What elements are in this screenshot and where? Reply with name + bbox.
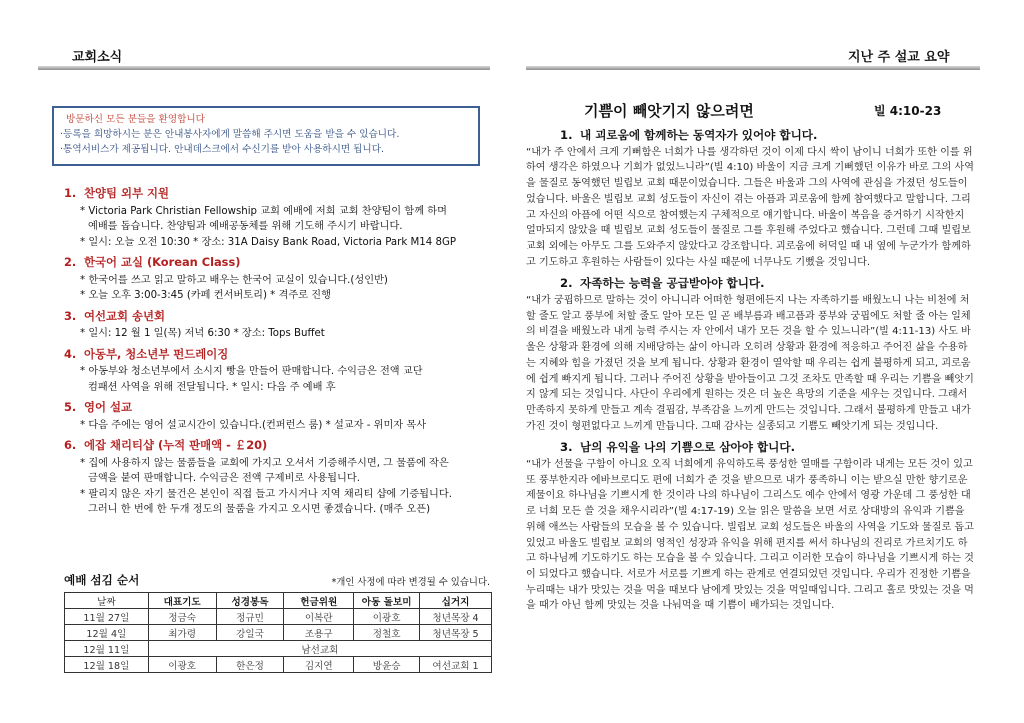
roster-header-cell: 성경봉독 — [216, 593, 284, 609]
roster-note: *개인 사정에 따라 변경될 수 있습니다. — [331, 577, 490, 588]
roster-cell: 이광호 — [148, 657, 216, 673]
news-item — [64, 309, 494, 342]
roster-cell: 12월 4일 — [65, 625, 149, 641]
roster-header-cell: 헌금위원 — [284, 593, 354, 609]
news-item-number: 6. — [64, 438, 77, 452]
roster-cell: 이복란 — [284, 609, 354, 625]
news-item-number: 3. — [64, 308, 77, 323]
sermon-point-title — [560, 128, 976, 144]
news-item-line: * 한국어를 쓰고 읽고 말하고 배우는 한국어 교실이 있습니다.(성인반) — [80, 274, 388, 286]
table-row — [65, 641, 492, 657]
sermon-body — [526, 128, 976, 620]
sermon-point-heading: 내 괴로움에 함께하는 동역자가 있어야 합니다. — [580, 128, 818, 142]
welcome-line: ·등록을 희망하시는 분은 안내봉사자에게 말씀해 주시면 도움을 받을 수 있습니다. — [60, 129, 400, 140]
welcome-line: ·통역서비스가 제공됩니다. 안내데스크에서 수신기를 받아 사용하시면 됩니다. — [60, 144, 385, 155]
sermon-point-heading: 남의 유익을 나의 기쁨으로 삼아야 합니다. — [580, 440, 795, 455]
sermon-point-number: 2. — [560, 276, 573, 291]
roster-cell: 조용구 — [284, 625, 354, 641]
news-item-line-cont: 예배를 돕습니다. 찬양팀과 예배공동체를 위해 기도해 주시기 바랍니다. — [88, 221, 403, 232]
news-item-line-cont: 컴패션 사역을 위해 전달됩니다. * 일시: 다음 주 예배 후 — [88, 381, 336, 393]
roster-header-cell: 대표기도 — [148, 593, 216, 609]
news-item-title — [64, 347, 494, 363]
news-item-number: 2. — [64, 255, 77, 269]
sermon-point-heading: 자족하는 능력을 공급받아야 합니다. — [580, 276, 765, 291]
news-item-text — [64, 456, 494, 487]
header-divider — [526, 66, 980, 70]
roster-cell: 정금숙 — [148, 609, 216, 625]
sermon-point-title — [560, 440, 976, 456]
table-row — [65, 657, 492, 673]
sermon-point-number: 3. — [560, 440, 573, 455]
news-item-heading: 영어 설교 — [84, 400, 132, 414]
roster-header-cell: 아동 돌보미 — [354, 593, 420, 609]
news-item — [64, 255, 494, 304]
sermon-point-body: “내가 선물을 구함이 아니요 오직 너희에게 유익하도록 풍성한 열매를 구함이라 내게는 모든 것이 있고 또 풍부한지라 에바브로디도 편에 너희가 준 것을 받으므로 내가 풍족하니 이는 받으실 만한 향기로운 제물이요 하나님을 기쁘시게 한 것이라 나의 하나님이 그리스도 예수 안에서 영광 가운데 그 풍성한 대로 너희 모든 쓸 것을 채우시리라”(빌 4:17-19) 오늘 읽은 말씀을 보면 서로 상대방의 유익과 기쁨을 위해 애쓰는 사람들의 모습을 볼 수 있습니다. 빌립보 교회 성도들은 바울의 사역을 기도와 물질로 돕고 있었고 바울도 빌립보 교회의 영적인 성장과 유익을 위해 편지를 써서 하나님의 진리로 가르치기도 하고 하나님께 기도하기도 하는 모습을 볼 수 있습니다. 그리고 이러한 모습이 하나님을 기쁘시게 하는 것이 되었다고 했습니다. 서로가 서로를 기쁘게 하는 관계로 연결되었던 것입니다. 우리가 진정한 기쁨을 누리때는 내가 맛있는 것을 먹을 때보다 남에게 맛있는 것을 먹일때입니다. 그리고 홀로 맛있는 것을 먹을 때가 아닌 함께 맛있는 것을 나눠먹을 때 기쁨이 배가되는 것입니다. — [526, 459, 974, 612]
news-item-text — [64, 418, 494, 434]
news-item-line-cont: 금액을 붙여 판매합니다. 수익금은 전액 구제비로 사용됩니다. — [88, 473, 360, 484]
roster-cell: 방윤승 — [354, 657, 420, 673]
roster-cell: 청년목장 5 — [420, 625, 492, 641]
news-item-title — [64, 309, 494, 325]
roster-title: 예배 섬김 순서 — [64, 573, 140, 587]
news-item-text — [64, 235, 494, 251]
sermon-title: 기쁨이 빼앗기지 않으려면 — [584, 102, 754, 120]
roster-cell: 정규민 — [216, 609, 284, 625]
welcome-box — [52, 106, 480, 166]
news-item-text — [64, 288, 494, 304]
table-row — [65, 609, 492, 625]
welcome-title: 방문하신 모든 분들을 환영합니다 — [66, 114, 205, 125]
news-item-text — [64, 326, 494, 342]
news-item-number: 4. — [64, 346, 77, 361]
news-item-text — [64, 364, 494, 395]
roster-cell: 강일국 — [216, 625, 284, 641]
header-divider — [38, 66, 490, 70]
news-item-heading: 찬양팀 외부 지원 — [84, 186, 169, 200]
news-item — [64, 186, 494, 250]
sermon-point-number: 1. — [560, 128, 573, 142]
sermon-reference: 빌 4:10-23 — [874, 104, 942, 118]
roster-header-cell: 날짜 — [65, 593, 149, 609]
roster-cell: 최가령 — [148, 625, 216, 641]
roster-cell: 청년목장 4 — [420, 609, 492, 625]
worship-roster — [64, 572, 492, 673]
news-item-text — [64, 487, 494, 518]
news-item-heading: 에잡 채리티샵 (누적 판매액 - ￡20) — [84, 438, 268, 452]
roster-cell: 12월 11일 — [65, 641, 149, 657]
news-item-line: * 일시: 오늘 오전 10:30 * 장소: 31A Daisy Bank Road, Victoria Park M14 8GP — [80, 236, 457, 248]
news-item — [64, 400, 494, 433]
news-item-title — [64, 438, 494, 454]
roster-table — [64, 592, 492, 673]
news-item-line: * Victoria Park Christian Fellowship 교회 예배에 저희 교회 찬양팀이 함께 하며 — [80, 205, 447, 217]
sermon-point-body: “내가 궁핍하므로 말하는 것이 아니니라 어떠한 형편에든지 나는 자족하기를 배웠노니 나는 비천에 처할 줄도 알고 풍부에 처할 줄도 알아 모든 일 곧 배부름과 배고픔과 풍부와 궁핍에도 처할 줄 아는 일체의 비결을 배웠노라 내게 능력 주시는 자 안에서 내가 모든 것을 할 수 있느니라”(빌 4:11-13) 사도 바울은 상황과 환경에 의해 지배당하는 삶이 아니라 오히려 상황과 환경에 적응하고 주어진 삶을 수용하는 지혜와 힘을 가졌던 것을 보게 됩니다. 상황과 환경이 열악할 때 우리는 쉽게 불평하게 되고, 괴로움에 쉽게 빠지게 됩니다. 그러나 주어진 상황을 받아들이고 그것 조차도 만족할 때 우리는 기쁨을 빼앗기지 않게 되는 것입니다. 사단이 우리에게 원하는 것은 더 높은 욕망의 기준을 세우는 것입니다. 그래서 만족하지 못하게 만들고 계속 결핍감, 부족감을 느끼게 만드는 것입니다. 그래서 불평하게 만들고 내가 가진 것이 형편없다고 느끼게 만듭니다. 그때 감사는 실종되고 기쁨도 빼앗기게 되는 것입니다. — [526, 295, 974, 432]
news-item-line: * 오늘 오후 3:00-3:45 (카페 컨서버토리) * 격주로 진행 — [80, 290, 331, 301]
roster-cell: 남선교회 — [148, 641, 491, 657]
news-item — [64, 438, 494, 518]
roster-cell: 한은정 — [216, 657, 284, 673]
section-header-sermon-summary: 지난 주 설교 요약 — [848, 50, 950, 65]
roster-cell: 김지연 — [284, 657, 354, 673]
news-item-line: * 아동부와 청소년부에서 소시지 빵을 만들어 판매합니다. 수익금은 전액 교단 — [80, 366, 423, 377]
news-item-title — [64, 255, 494, 271]
sermon-point-title — [560, 276, 976, 292]
news-item-number: 1. — [64, 186, 77, 200]
news-item-line: * 집에 사용하지 않는 물품들을 교회에 가지고 오셔서 기증해주시면, 그 물품에 작은 — [80, 457, 449, 469]
roster-header-cell: 십거지 — [420, 593, 492, 609]
news-item-heading: 여선교회 송년회 — [84, 308, 165, 323]
news-item-text — [64, 204, 494, 235]
news-item-title — [64, 400, 494, 416]
news-item-number: 5. — [64, 400, 77, 414]
news-item-text — [64, 273, 494, 289]
news-item-line: * 일시: 12 월 1 일(목) 저녁 6:30 * 장소: Tops Buffet — [80, 328, 325, 339]
news-item-line: * 팔리지 않은 자기 물건은 본인이 직접 들고 가시거나 지역 채리티 샵에 기증됩니다. — [80, 488, 452, 500]
news-item-heading: 아동부, 청소년부 펀드레이징 — [84, 346, 229, 361]
news-list — [64, 186, 494, 523]
news-item — [64, 347, 494, 396]
roster-cell: 여선교회 1 — [420, 657, 492, 673]
news-item-heading: 한국어 교실 (Korean Class) — [84, 255, 241, 269]
sermon-point-body: “내가 주 안에서 크게 기뻐함은 너희가 나를 생각하던 것이 이제 다시 싹이 남이니 너희가 또한 이를 위하여 생각은 하였으나 기회가 없었느니라”(빌 4:10) 바울이 지금 크게 기뻐했던 이유가 바로 그의 사역을 물질로 동역했던 빌립보 교회 때문이었습니다. 그들은 바울과 그의 사역에 관심을 가졌던 성도들이었습니다. 바울은 빌립보 교회 성도들이 자신이 겪는 아픔과 괴로움에 함께 참여했다고 말합니다. 그리고 자신의 아픔에 어떤 식으로 참여했는지 구체적으로 얘기합니다. 바울이 복음을 증거하기 시작한지 얼마되지 않았을 때 빌립보 교회 성도들이 물질로 그를 후원해 주었다고 했습니다. 그런데 그때 빌립보 교회 외에는 아무도 그를 도와주지 않았다고 강조합니다. 괴로움에 허덕일 때 내 옆에 누군가가 함께하고 기도하고 후원하는 사람들이 있다는 사실 때문에 너무나도 기뻤을 것입니다. — [526, 146, 975, 268]
roster-cell: 정철호 — [354, 625, 420, 641]
roster-cell: 11월 27일 — [65, 609, 149, 625]
roster-cell: 이광호 — [354, 609, 420, 625]
roster-header-row — [65, 593, 492, 609]
news-item-line: * 다음 주에는 영어 설교시간이 있습니다.(컨퍼런스 룸) * 설교자 - 위미자 목사 — [80, 419, 427, 431]
roster-cell: 12월 18일 — [65, 657, 149, 673]
section-header-church-news: 교회소식 — [72, 50, 123, 65]
news-item-line-cont: 그러니 한 번에 한 두개 정도의 물품을 가지고 오시면 좋겠습니다. (매주 오픈) — [88, 504, 431, 515]
news-item-title — [64, 186, 494, 202]
table-row — [65, 625, 492, 641]
